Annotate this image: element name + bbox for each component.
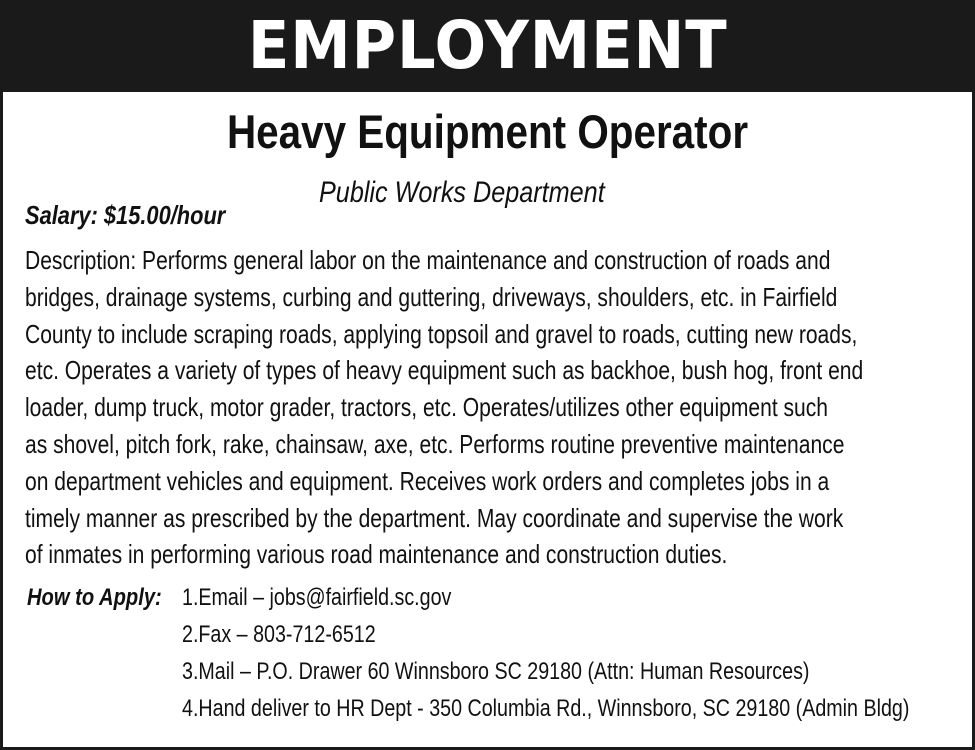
apply-method-email: 1.Email – jobs@fairfield.sc.gov xyxy=(182,584,452,611)
how-to-apply-label: How to Apply: xyxy=(27,584,162,611)
description-line: of inmates in performing various road maintenance and construction duties. xyxy=(25,539,728,570)
description-line: timely manner as prescribed by the department. May coordinate and supervise the work xyxy=(25,502,844,533)
description-line: on department vehicles and equipment. Receives work orders and completes jobs in a xyxy=(25,465,830,496)
apply-method-fax: 2.Fax – 803-712-6512 xyxy=(182,621,376,648)
description-line: bridges, drainage systems, curbing and guttering, driveways, shoulders, etc. in Fairfield xyxy=(25,281,838,312)
apply-method-hand-deliver: 4.Hand deliver to HR Dept - 350 Columbia Rd., Winnsboro, SC 29180 (Admin Bldg) xyxy=(182,695,910,722)
department-name: Public Works Department xyxy=(319,176,605,209)
header-title: EMPLOYMENT xyxy=(247,7,728,84)
description-line: as shovel, pitch fork, rake, chainsaw, axe, etc. Performs routine preventive maintenance xyxy=(25,428,845,459)
how-to-apply xyxy=(27,580,967,740)
job-description xyxy=(25,242,975,573)
description-line: County to include scraping roads, applying topsoil and gravel to roads, cutting new roads, xyxy=(25,318,858,349)
job-title: Heavy Equipment Operator xyxy=(226,105,749,158)
description-line: loader, dump truck, motor grader, tractors, etc. Operates/utilizes other equipment such xyxy=(25,392,829,423)
description-line: etc. Operates a variety of types of heavy equipment such as backhoe, bush hog, front end xyxy=(25,355,864,386)
apply-method-mail: 3.Mail – P.O. Drawer 60 Winnsboro SC 29180 (Attn: Human Resources) xyxy=(182,658,810,685)
salary: Salary: $15.00/hour xyxy=(25,200,226,230)
header-banner xyxy=(3,0,972,92)
description-line: Description: Performs general labor on the maintenance and construction of roads and xyxy=(25,245,831,275)
